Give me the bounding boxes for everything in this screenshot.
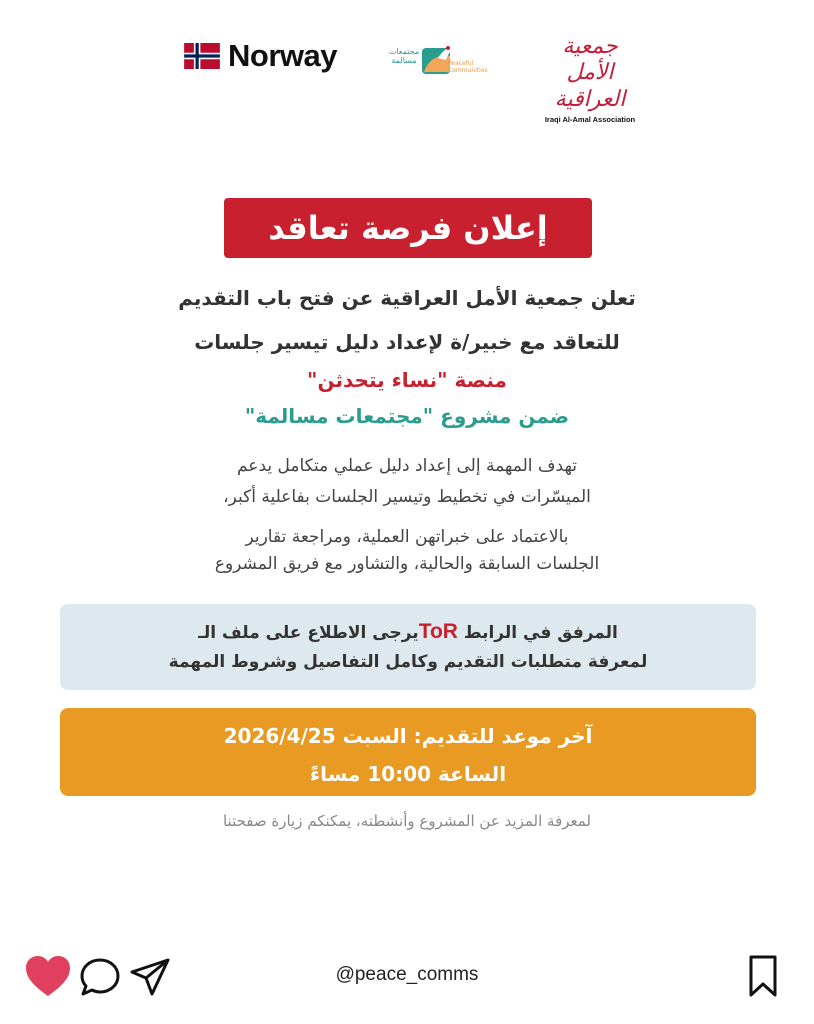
peaceful-communities-logo (388, 36, 498, 84)
iraqi-al-amal-logo (540, 34, 640, 125)
intro-line-2: للتعاقد مع خبير/ة لإعداد دليل تيسير جلسات (194, 330, 620, 354)
intro-line-1: تعلن جمعية الأمل العراقية عن فتح باب التقديم (178, 286, 636, 310)
norway-logo-text: Norway (228, 38, 337, 73)
description-line-3: بالاعتماد على خبراتهن العملية، ومراجعة تقارير (245, 527, 569, 547)
description-line-2: الميسّرات في تخطيط وتيسير الجلسات بفاعلية أكبر، (223, 487, 591, 507)
tor-info-line-2: لمعرفة متطلبات التقديم وكامل التفاصيل وشروط المهمة (168, 652, 648, 672)
deadline-time: الساعة 10:00 مساءً (309, 762, 507, 786)
bookmark-icon[interactable] (746, 954, 780, 998)
norway-flag-icon (184, 43, 220, 69)
description-line-1: تهدف المهمة إلى إعداد دليل عملي متكامل يدعم (236, 456, 578, 476)
tor-info-part-1: المرفق في الرابط (463, 623, 618, 643)
description-line-4: الجلسات السابقة والحالية، والتشاور مع فريق المشروع (214, 554, 600, 574)
peace-logo-arabic: مجتمعات مسالمة (388, 47, 420, 65)
announcement-title: إعلان فرصة تعاقد (224, 198, 592, 258)
norway-logo (184, 40, 337, 71)
tor-info-box (60, 604, 756, 690)
peace-logo-english: Peaceful Communities (448, 60, 488, 75)
amal-logo-english: Iraqi Al-Amal Association (544, 115, 636, 125)
partner-logos (0, 32, 814, 125)
post-action-bar (0, 950, 814, 1002)
tor-info-line-1 (60, 620, 756, 644)
platform-name: منصة "نساء يتحدثن" (307, 368, 507, 392)
account-handle[interactable]: @peace_comms (335, 964, 479, 985)
tor-label: ToR (418, 620, 458, 643)
visit-page-text: لمعرفة المزيد عن المشروع وأنشطته، يمكنكم زيارة صفحتنا (222, 812, 592, 830)
deadline-box (60, 708, 756, 796)
amal-logo-arabic: جمعية الأمل العراقية (554, 34, 626, 112)
tor-info-part-2: يرجى الاطلاع على ملف الـ (198, 623, 419, 643)
project-name: ضمن مشروع "مجتمعات مسالمة" (244, 404, 570, 428)
deadline-date: آخر موعد للتقديم: السبت 2026/4/25 (223, 724, 593, 748)
